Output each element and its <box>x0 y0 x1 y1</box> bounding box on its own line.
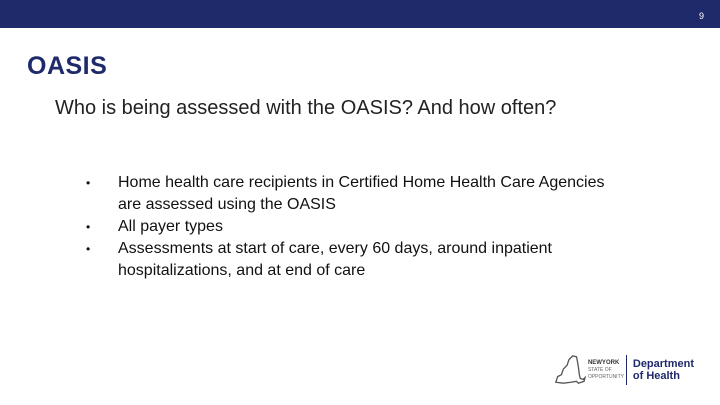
bullet-text: Home health care recipients in Certified Home Health Care Agencies are assessed using the OASIS <box>118 174 605 213</box>
ny-line-3: OPPORTUNITY <box>587 373 624 380</box>
bullet-text: Assessments at start of care, every 60 days, around inpatient hospitalizations, and at end of care <box>118 240 552 279</box>
bullet-icon: • <box>86 242 91 256</box>
new-york-state-map-icon <box>552 353 586 387</box>
ny-line-1: NEWYORK <box>587 359 620 366</box>
new-york-wordmark <box>587 359 624 381</box>
dept-line-1: Department <box>632 358 694 370</box>
ny-line-2: STATE OF <box>587 366 612 373</box>
nys-doh-logo <box>552 350 694 390</box>
bullet-item <box>86 238 606 282</box>
bullet-item <box>86 172 606 216</box>
slide-title: OASIS <box>27 52 108 80</box>
department-wordmark <box>633 358 694 382</box>
bullet-list <box>86 172 606 282</box>
slide-number: 9 <box>698 11 704 21</box>
bullet-icon: • <box>86 176 91 190</box>
header-bar <box>0 0 720 28</box>
bullet-icon: • <box>86 220 91 234</box>
bullet-item <box>86 216 606 238</box>
slide-question: Who is being assessed with the OASIS? And how often? <box>55 97 557 119</box>
dept-line-2: of Health <box>632 370 680 382</box>
logo-divider <box>626 355 627 385</box>
bullet-text: All payer types <box>118 218 223 235</box>
